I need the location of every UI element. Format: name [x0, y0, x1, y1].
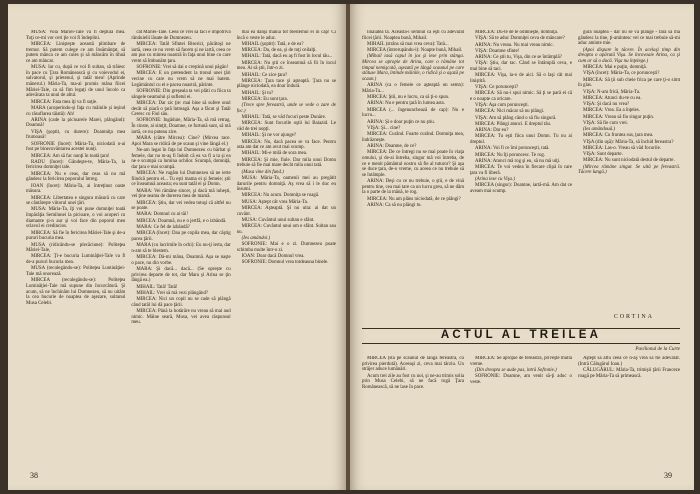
dialogue-paragraph: MIRCEA: Vrea. Ea a înţeles.: [583, 108, 640, 114]
left-page-columns: [26, 30, 336, 326]
act-title: ACTUL AL TREILEA: [440, 329, 602, 341]
dialogue-paragraph: MARA (acoperindu-şi faţa cu mâinile şi ieşind cu răsuflarea tăiată): Ah!: [26, 105, 126, 117]
dialogue-paragraph: MARA: Ce fel de izbândă?: [136, 224, 190, 230]
dialogue-paragraph: VIŞA: Am să plâng când o să fiu singură.: [475, 115, 557, 121]
dialogue-paragraph: MIRCEA: Da, de ea, şi de toţi ceilalţi.: [241, 48, 317, 54]
left-page: [8, 4, 346, 490]
dialogue-paragraph: MIRCEA: Până la hotărâre nu vreau să mai aud nimic. Mâine seară, Musa, vei avea răspunsul meu.: [131, 308, 231, 326]
dialogue-paragraph: MIRCEA: Eu sunt ţara.: [241, 96, 288, 102]
dialogue-paragraph: MIHAIL: Mi-e milă de sora mea.: [241, 151, 308, 157]
dialogue-paragraph: SOFRONIE: Doamne, am venit să-ţi aduc o veste.: [470, 374, 572, 385]
dialogue-paragraph: MIRCEA: Tatăl Sfintei Biserici, păcătoşi ne iartă, ceea ce nu vrem să facem şi ne iartă, ceea ce am pus cu mintea noastră în faţa unui bine cu care vrem să îmbunăm ţara.: [131, 41, 231, 64]
dialogue-paragraph: MIRCEA (... îngenunchează de cap): Nu e lucru...: [362, 107, 464, 119]
dialogue-paragraph: MIRCEA: Mai e puţin, domniţă.: [583, 65, 647, 71]
dialogue-paragraph: MIRCEA: Nu ştii ce înseamnă să fii în locul meu. Ai să ştii, într-o zi.: [236, 60, 336, 72]
dialogue-paragraph: MIRCEA: Nici măcar să nu plângi.: [475, 109, 545, 115]
dialogue-paragraph: MIHAIL: Tată! Tată!: [136, 284, 178, 290]
dialogue-paragraph: ARINA: Ca să nu plângi tu.: [367, 202, 422, 208]
dialogue-paragraph: MIRCEA: Nu am plâns niciodată, de ce plângi?: [367, 196, 461, 202]
dialogue-paragraph: VIŞA: Doamne sfinte!: [475, 48, 520, 54]
dialogue-paragraph: MARA: Domnul cu ai tăi!: [136, 212, 188, 218]
dialogue-paragraph: MIRCEA: Plângi atunci. E dreptul tău.: [475, 121, 552, 127]
left-column-2: [131, 30, 230, 326]
dialogue-paragraph: (Trece spre fereastră, unde se vede o zare de foc.): [236, 103, 336, 114]
dialogue-paragraph: VIŞA: Să te aduc Domniţei ceva de mâncare?: [475, 36, 565, 42]
dialogue-paragraph: MIRCEA: Ţara tace şi aşteaptă. Ţara nu se plânge niciodată, ea doar îndură.: [236, 78, 336, 90]
dialogue-paragraph: MIRCEA: Tu eşti fiica unui Domn. Tu nu ai dreptul.: [470, 134, 572, 146]
dialogue-paragraph: VIŞA (din uşă): Măria-Ta, să închid fereastra?: [583, 139, 674, 145]
dialogue-paragraph: MIRCEA: Să nu-i spui nimic. Să ţi se pară ei că e o noapte ca oricare.: [470, 91, 572, 102]
dialogue-paragraph: MARA (către Mircea): Cine? (Mircea tace. Apoi Mara se ridică de pe scaun şi vine lângă el.): [131, 135, 231, 147]
dialogue-paragraph: MIHAIL (şoptit): Tată, e de ea?: [241, 41, 304, 47]
dialogue-paragraph: MIRCEA: Cuvântul unui om e sfânt. Sultan sau nu.: [236, 224, 336, 235]
dialogue-paragraph: MIRCEA: Du-te de te odihneşte, domniţă.: [475, 30, 558, 35]
dialogue-paragraph: MIRCEA: E un pretendent la tronul unei ţări vecine cu care nu vrem să ne mai batem. Legământul cu el e pacea noastră, părinte.: [131, 71, 231, 88]
dialogue-paragraph: (Apoi dispare în tăcere. În acelaşi timp din dreapta o apărută Vişa. Se încovoaie Arina, ca şi cum ar să o ducă. Vişa nu înţelege.): [578, 47, 680, 64]
dialogue-paragraph: MIRCEA: Sunt focurile oştii lui Baiazid. Le văd de trei nopţi.: [236, 121, 336, 133]
dialogue-paragraph: (Ies amândoi.): [241, 235, 271, 241]
dialogue-paragraph: ARINA: Doamne, de ce?: [367, 144, 417, 149]
dialogue-paragraph: MIRCEA: Se apropie de fereastră, priveşte multă vreme.: [470, 356, 572, 367]
dialogue-paragraph: MIRCEA: Aşteaptă. Şi nu uita: ai dat un cuvânt.: [236, 205, 336, 217]
dialogue-paragraph: MIHAIL (strâns să mai vrea ceva): Tată...: [367, 41, 449, 47]
dialogue-paragraph: MIRCEA (reculegându-se): Politeţea Luminăţiei-Tale mă supune din încurcătură. Şi acum, să ne închinăm lui Dumnezeu, să nu uităm la cea bucurie de noaptea de aşezare, sultanul Musa Celebi.: [26, 278, 126, 306]
act-rule-bottom: [362, 343, 680, 344]
dialogue-paragraph: MIRCEA: Nu e ceas, dar ceas să nu mă gândesc la fericirea poporului întreg.: [26, 171, 126, 183]
dialogue-paragraph: MIRCEA: Să ţii sub cheie frica pe care ţi-o simt în glas.: [578, 77, 680, 89]
dialogue-paragraph: (Musa vine din fund.): [241, 169, 284, 175]
dialogue-paragraph: MIRCEA: Fata mea iţi va fi soţie.: [31, 99, 98, 105]
dialogue-paragraph: MIRCEA (stă pe scaunul de lângă fereastră, cu privirea pierdută). Aceeaşi zi, ceva mai târziu. Un străjer aduce lumânări.: [362, 356, 464, 373]
dialogue-paragraph: MIRCEA (întrerupându-l): Noapte bună, Mihail.: [367, 48, 463, 54]
dialogue-paragraph: MARA: Vei rămâne sincer, şi dacă mă iubeşti, vei ţine seama de durerea mea de mamă.: [131, 188, 231, 200]
dialogue-paragraph: ARINA: Dar eu?: [475, 128, 509, 134]
act-column-1: [362, 356, 464, 391]
dialogue-paragraph: MIRCEA: Nici un copil nu se cade să plângă când tatăl lui dă pace ţării.: [131, 297, 231, 308]
left-column-1: [26, 30, 125, 326]
dialogue-paragraph: VIŞA (încet): Măria-Ta, ce porunceşti?: [583, 71, 660, 77]
dialogue-paragraph: VIŞA: N-am frică, Măria-Ta.: [583, 89, 641, 95]
dialogue-paragraph: ARINA: Şi e doar puţin ce nu ştiu.: [367, 119, 435, 125]
dialogue-paragraph: VIŞA: Şi... cine?: [367, 125, 401, 131]
dialogue-paragraph: ARINA (cade la picioarele Marei, plângând): Doamnă!: [26, 117, 126, 129]
dialogue-paragraph: ARINA: Deşi cu ce nu trebuie, o ştii, e de vină pentru tine, cea mai tare ca un lucru greu, să ne dăm la o parte de la mână, te rog.: [362, 179, 464, 196]
dialogue-paragraph: SOFRONIE: Ingăduie, Măria-Ta, să mă retrag. În cinste, ai simţit, Doamne, ce furtună sunt, să mă iartă, ce nu puteau zice.: [131, 118, 231, 135]
dialogue-paragraph: MIRCEA (încet): Dau pe copila mea, dar câştig pacea ţării.: [131, 231, 231, 242]
act-heading: [362, 326, 680, 352]
dialogue-paragraph: VIŞA: Ce porunceşti?: [475, 85, 519, 91]
dialogue-paragraph: MIRCEA: Nu, dacă pacea se va face. Pentru asta am dat ce am avut mai scump.: [236, 139, 336, 151]
dialogue-paragraph: MIRCEA: Ştii, nu e lucru, ca să ţi-o spun.: [367, 95, 450, 101]
dialogue-paragraph: SOFRONIE (încet): Măria-Ta, niciodată n-ai fost pe binecuvântarea acestei nunţi.: [26, 141, 126, 153]
cortina-label: CORTINA: [613, 314, 654, 320]
dialogue-paragraph: MUSA (reculegându-se): Politeţea Luminăţiei-Tale mă onorează.: [26, 266, 126, 277]
dialogue-paragraph: SOFRONIE: Din greşeala ta vei plăti cu fiica ta sângele neamului şi sufletul ei.: [131, 88, 231, 100]
dialogue-paragraph: MIRCEA: Vreau să fiu singur puţin.: [583, 114, 655, 120]
dialogue-paragraph: VIŞA: Aşa cum porunceşti.: [475, 103, 529, 109]
dialogue-paragraph: MIRCEA: Dă-mi mâna, Doamnă. Aşa se naşte o pace, nu din vorbe.: [131, 255, 231, 266]
dialogue-paragraph: SOFRONIE: Mai e o zi. Dumnezeu poate schimba multe într-o zi.: [236, 242, 336, 253]
dialogue-paragraph: MIRCEA (singur): Doamne, iartă-mă. Am dat ce aveam mai scump.: [470, 183, 572, 194]
act-columns: [362, 356, 680, 391]
dialogue-paragraph: MUSA: Iar cu, după ce voi fi sultan, să trăiesc în pace cu Ţara Românească şi cu voievodul ei, salvatorul, şi prietenul, şi tatăl meu! (Aprinde mânerul.) Măria-Ta, ma-ai promis mâna fiicei Măriei-Tale, ca să fim legaţi de unul încolo ca adevărata ta unul de altul.: [26, 65, 126, 99]
dialogue-paragraph: MIHAIL: Şi tu?: [241, 90, 274, 96]
dialogue-paragraph: Aştept să aflu ceea ce n-aş vrea să fie adevărat. (Intră Călugărul Ioan.): [578, 356, 680, 367]
dialogue-paragraph: cât Măriei-Tale. Ceea ce vrei să faci e împotriva rânduielii lăsate de Dumnezeu.: [131, 30, 231, 41]
dialogue-paragraph: MIRCEA: Te voi vedea în fiecare clipă în care ţara va fi liberă.: [470, 165, 572, 176]
dialogue-paragraph: MIRCEA: Nu sunt niciodată destul de departe.: [583, 158, 675, 164]
dialogue-paragraph: MUSA: Măria-Ta, oamenii mei au pregătit darurile pentru domniţă. Aş vrea să i le duc eu însumi.: [236, 175, 336, 193]
act-column-3: [578, 356, 680, 391]
dialogue-paragraph: linaiatea ta. Aceasta-i semnul că eşti cu adevărat fiicei ţării. Noaptea bună, Mihail.: [362, 30, 464, 41]
dialogue-paragraph: VIŞA: Sunt departe.: [583, 152, 623, 158]
dialogue-paragraph: IOAN: Doar dacă Domnul vrea.: [241, 254, 305, 260]
page-number-right: 39: [664, 471, 672, 480]
dialogue-paragraph: MIRCEA: Şi mie, fiule. Dar mila unui Domn trebuie să fie mai mare decât mila unui tată.: [236, 157, 336, 169]
dialogue-paragraph: MIRCEA: Nu acum. Domniţa se roagă.: [241, 193, 320, 199]
right-column-1: [362, 30, 464, 322]
act-column-2: [470, 356, 572, 391]
dialogue-paragraph: gură noaptea - dar nu se va plânge - fără să mă gândesc la tine, ţi-amintesc vei ce mai trebuie să-mi aduc aminte mie.: [578, 30, 680, 47]
dialogue-paragraph: MIRCEA: Curând. Foarte curând. Domniţa mea, îndrăzneşte.: [362, 132, 464, 143]
dialogue-paragraph: MIHAIL: Ce zice ţara?: [241, 72, 288, 78]
dialogue-paragraph: SOFRONIE: Vrei să dai o creştină unui păgân!: [136, 65, 229, 71]
dialogue-paragraph: MIRCEA: Dar zic ţie: mai bine să sufere unul decât să piară o ţară întreagă. Aşa a făcut şi Tatăl Ceresc cu Fiul său.: [131, 100, 231, 118]
dialogue-paragraph: MIRCEA: Las-o. Vreau să văd focurile.: [583, 145, 661, 151]
right-column-3: [578, 30, 680, 322]
dialogue-paragraph: MIHAIL: Tată, dacă eu aş fi fost în locul tău...: [241, 54, 333, 60]
dialogue-paragraph: MARA: Şi dacă... dacă... (Se opreşte cu privirea departe de tot, dar Mara şi Arina se ţin lângă ea.): [131, 266, 231, 284]
dialogue-paragraph: MIHAIL: Tată, se văd focuri peste Dunăre.: [241, 115, 326, 121]
dialogue-paragraph: MIRCEA: Nu îţi poruncesc. Te rog.: [475, 152, 546, 158]
dialogue-paragraph: ARINA: Voi fi ce îmi porunceşti, tată.: [475, 146, 550, 152]
dialogue-paragraph: MUSA: Aştept cât vrea Măria-Ta.: [241, 199, 308, 205]
page-number-left: 38: [30, 471, 38, 480]
dialogue-paragraph: (Din dreapta se aude pas, intră Sofronie.): [475, 367, 557, 373]
dialogue-paragraph: MUSA: Voia Măriei-Tale va fi deştula mea. Toţi ce-mi vor ceri ţie voi fi îndeplini.: [26, 30, 126, 41]
dialogue-paragraph: ARINA: Ce ştii tu, Vişa, din ce se întâmplă?: [475, 55, 562, 60]
right-page: [350, 4, 694, 490]
dialogue-paragraph: (Arina iese cu Vişa.): [475, 177, 515, 183]
dialogue-paragraph: MIHAIL: Vrei să mă vezi plângând?: [136, 290, 209, 296]
dialogue-paragraph: VIŞA: Ştiu, dar tac. Când se întâmplă ceva, e mai bine să taci.: [470, 61, 572, 72]
dialogue-paragraph: MUSA: Măria-Ta, îţi voi pune domniţei toată împărăţia Semilunei la picioare, o voi acoperi cu diamante şi-n aur şi voi face din poporul meu sclavul ei credincios.: [26, 207, 126, 230]
dialogue-paragraph: MARA (cu lacrimile în ochi): Eu nu-ţi ierta, dar n-am să te blestem.: [131, 243, 231, 254]
dialogue-paragraph: SOFRONIE: Domnul vrea totdeauna binele.: [241, 260, 329, 266]
dialogue-paragraph: VIŞA: Şi dacă nu vrea?: [583, 102, 630, 108]
dialogue-paragraph: (Mihail iasă capul în jos şi iese prin stânga. Mircea se apropie de Arina, care o rămâne tot timpul nemişcată, aşezată pe lângă scaunul pe care stătuse Mara, întinde mâinile, o ridică şi o aşază pe scaun.): [362, 54, 464, 83]
dialogue-paragraph: MIHAIL: Şi ne vor ajunge?: [241, 133, 296, 139]
dialogue-paragraph: MIRCEA: Doamnă, nu e o jertfă, e o izbândă.: [136, 218, 227, 224]
right-column-2: [470, 30, 572, 322]
dialogue-paragraph: MIRCEA: Atunci du-te cu ea.: [583, 95, 642, 101]
dialogue-paragraph: Ne-am legat în faţa lui Dumnezeu cu bărbat şi femeie, dar nu m-aş fi îndoit că ea va fi a ta şi ea ne e scumpă ca lumina ochilor. Scumpă, domniţă, dar ţara e mai scumpă.: [131, 147, 231, 170]
dialogue-paragraph: ARINA: Nu e pentru ţară în lumea asta.: [367, 101, 445, 107]
dialogue-paragraph: MIRCEA: Vişa, ia-o de aici. Să o laşi cât mai liniştită.: [470, 73, 572, 84]
dialogue-paragraph: IOAN (încet): Măria-Ta, ai întreţinut oaste măsura.: [26, 183, 126, 195]
right-page-columns: [362, 30, 680, 322]
dialogue-paragraph: mai ea dânşi mânia tot blestemul ei în cap! Ci încă o veste le aduc.: [236, 30, 336, 41]
dialogue-paragraph: MIRCEA: Ţi-e bucuria Luminăţiei-Tale va fi de-a pururi bucuria mea.: [26, 254, 126, 266]
dialogue-paragraph: CĂLUGĂRUL: Măria-Ta, trimişii ţării Franceze roagă pe Măria-Ta să primească.: [578, 367, 680, 379]
dialogue-paragraph: VIŞA (şoptit, cu durere): Doamniţa mea frumoasă!: [26, 129, 126, 141]
left-column-3: [237, 30, 336, 326]
dialogue-paragraph: ARINA: Atunci mă rog şi eu, să nu mă uiţi.: [475, 158, 561, 164]
dialogue-paragraph: ARINA (ca o femeie ce aşteaptă un semn): Măria-Ta...: [362, 83, 464, 94]
dialogue-paragraph: (Ies amândouă.): [583, 127, 616, 133]
dialogue-paragraph: MUSA: Cuvântul unui sultan e sfânt.: [241, 217, 315, 223]
dialogue-paragraph: MIRCEA: Să fie în fericirea Măriei-Tale şi de-a pururi bucuria mea.: [26, 230, 126, 242]
dialogue-paragraph: MIRCEA: Cu fruntea sus, ţara mea.: [583, 133, 654, 139]
dialogue-paragraph: MIRCEA: Am să fac nunţi în toată ţara!: [31, 153, 110, 159]
dialogue-paragraph: VIŞA: Să fie cum vrei.: [583, 120, 628, 126]
act-scene: Pavilionul de la Curte: [635, 347, 680, 352]
dialogue-paragraph: MIRCEA: Libertatea e singura măsură cu care se cântăreşte viitorul unei ţări.: [26, 195, 126, 207]
dialogue-paragraph: (Mircea rămâne singur. Se uită pe fereastră. Tăcere lungă.): [578, 164, 680, 176]
dialogue-paragraph: MIRCEA: Linişteşte această plimbare de tremur. Să putem culege ce am însămânţat, să putem mânca ce am cules şi să mâncăm în tihnă ce am mâncat.: [26, 41, 126, 64]
dialogue-paragraph: Acum trei zile au fost cu noi, şi ne-au trimis solia prin Musa Celebi, să ne facă rugă Ţara Românească, să ne lase în pace.: [362, 373, 464, 390]
dialogue-paragraph: MUSA (ridicându-se plecăciune): Politeţea Măriei-Tale,: [26, 242, 126, 254]
dialogue-paragraph: MIRCEA: De ce întregi nu se mai poate în viaţa omului, şi de-ai întreba, singur mă voi întreba, de ce e menit pământul nostru să fie al tuturor? Şi aşa se duce ţara, de-o vreme, cu aceea ce nu trebuie să se întâmple.: [362, 150, 464, 178]
dialogue-paragraph: ARINA: Nu vreau. Nu mai vreau nimic.: [475, 42, 554, 48]
dialogue-paragraph: MIRCEA: Ştiu, dar vei vedea totuşi că altfel nu se poate.: [131, 200, 231, 212]
dialogue-paragraph: MIRCEA: Ne rugăm lui Dumnezeu să ne ierte fiindcă pentru el... Tu eşti mama ei şi femeie; ştii ce înseamnă aceasta; eu sunt tatăl ei şi Domn.: [131, 171, 231, 188]
dialogue-paragraph: RADU (încet): Gândeşte-te, Măria-Ta, la fericirea domniţei tale.: [26, 159, 126, 171]
